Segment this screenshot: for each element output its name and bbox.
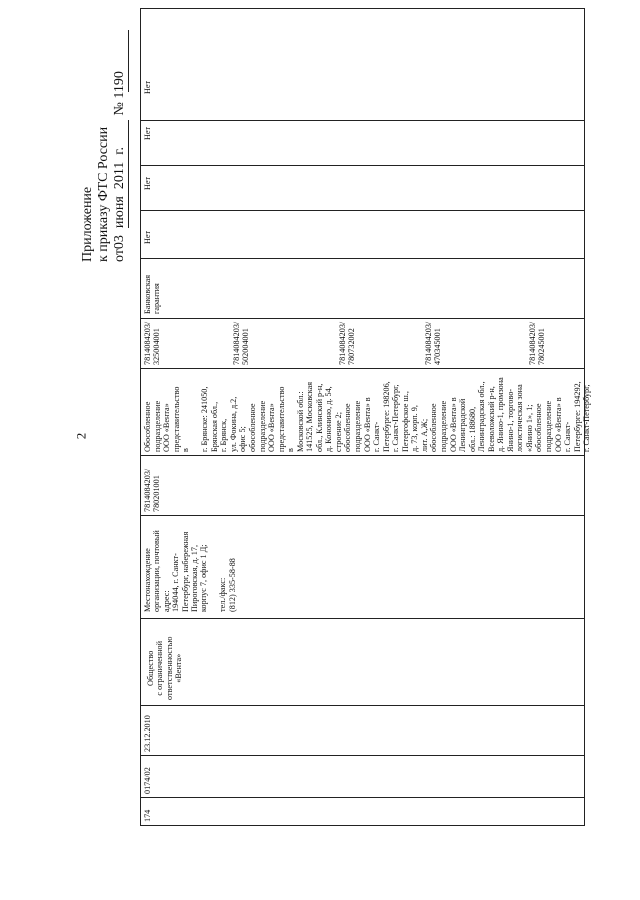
table-line [140,755,584,756]
answer-cell: Нет [143,176,152,190]
division-inn: 7814084203/ 502004001 [232,321,251,365]
header-date-prefix: от [112,249,127,262]
organization-name: Общество с ограниченной ответственностью «Вента» [146,636,184,700]
header-date-month: июня [112,196,127,229]
header-date-year: 2011 [112,161,127,190]
table-line [140,165,584,166]
table-line [140,797,584,798]
table-line [140,258,584,259]
date-underline [128,120,129,228]
table-line [140,8,141,826]
registration-date: 23.12.2010 [143,715,152,752]
division-inn: 7814084203/ 780245001 [528,321,547,365]
header-line-3 [112,71,128,262]
answer-cell: Нет [143,126,152,140]
table-line [140,210,584,211]
table-line [140,825,584,826]
header-date-suffix: г. [112,147,127,155]
answer-cell: Нет [143,230,152,244]
table-line [140,455,584,456]
header-line-1: Приложение [80,186,95,262]
answer-cell: Нет [143,80,152,94]
division-inn: 7814084203/ 325004001 [143,321,162,365]
table-line [140,705,584,706]
table-line [140,318,584,319]
division-inn: 7814084203/ 780732002 [338,321,357,365]
page-number: 2 [73,432,89,440]
number-underline [128,30,129,92]
table-line [140,120,584,121]
division-inn: 7814084203/ 470345001 [424,321,443,365]
organization-location: Местонахождение организации, почтовый адрес: 194044, г. Санкт- Петербург, набережная Пироговская, д. 17, корпус 7, офис 1 Д; тел./факс: (812) 335-58-88 [143,530,237,612]
table-line [140,515,584,516]
divisions-list: Обособленное подразделение ООО «Вента» представительство в г. Брянске: 241050, Брянская обл., г. Брянск, ул. Фокина, д.2, офис 5; обособленное подразделение ООО «Вента» представительство в Московской обл.: 141525, Московская обл., Клинский р-н, д. Кононино, д. 54, строение 2; обособленное подразделение ООО «Вента» в г. Санкт- Петербурге: 198206, г. Санкт-Петербург, Петергофское ш., д. 73, корп. 9, лит. А,Ж; обособленное подразделение ООО «Вента» в Ленинградской обл.: 188680, Ленинградская обл., Всеволожский р-н, д. Янино-1, промзона Янино-1, торгово- логистическая зона «Янино 1», 1; обособленное подразделение ООО «Вента» в г. Санкт- Петербурге: 194292, г. Санкт-Петербург, [143,377,592,452]
table-line [140,8,584,9]
inn-kpp: 7814084203/ 780201001 [143,468,162,512]
header-date-day: 03 [112,235,127,250]
row-index: 174 [143,809,152,822]
header-line-2: к приказу ФТС России [96,126,111,262]
table-line [140,618,584,619]
order-number-label: № [112,102,127,116]
registration-number: 0174/02 [143,767,152,794]
table-line [140,368,584,369]
guarantee-type: Банковская гарантия [143,274,162,314]
order-number-value: 1190 [112,71,127,99]
